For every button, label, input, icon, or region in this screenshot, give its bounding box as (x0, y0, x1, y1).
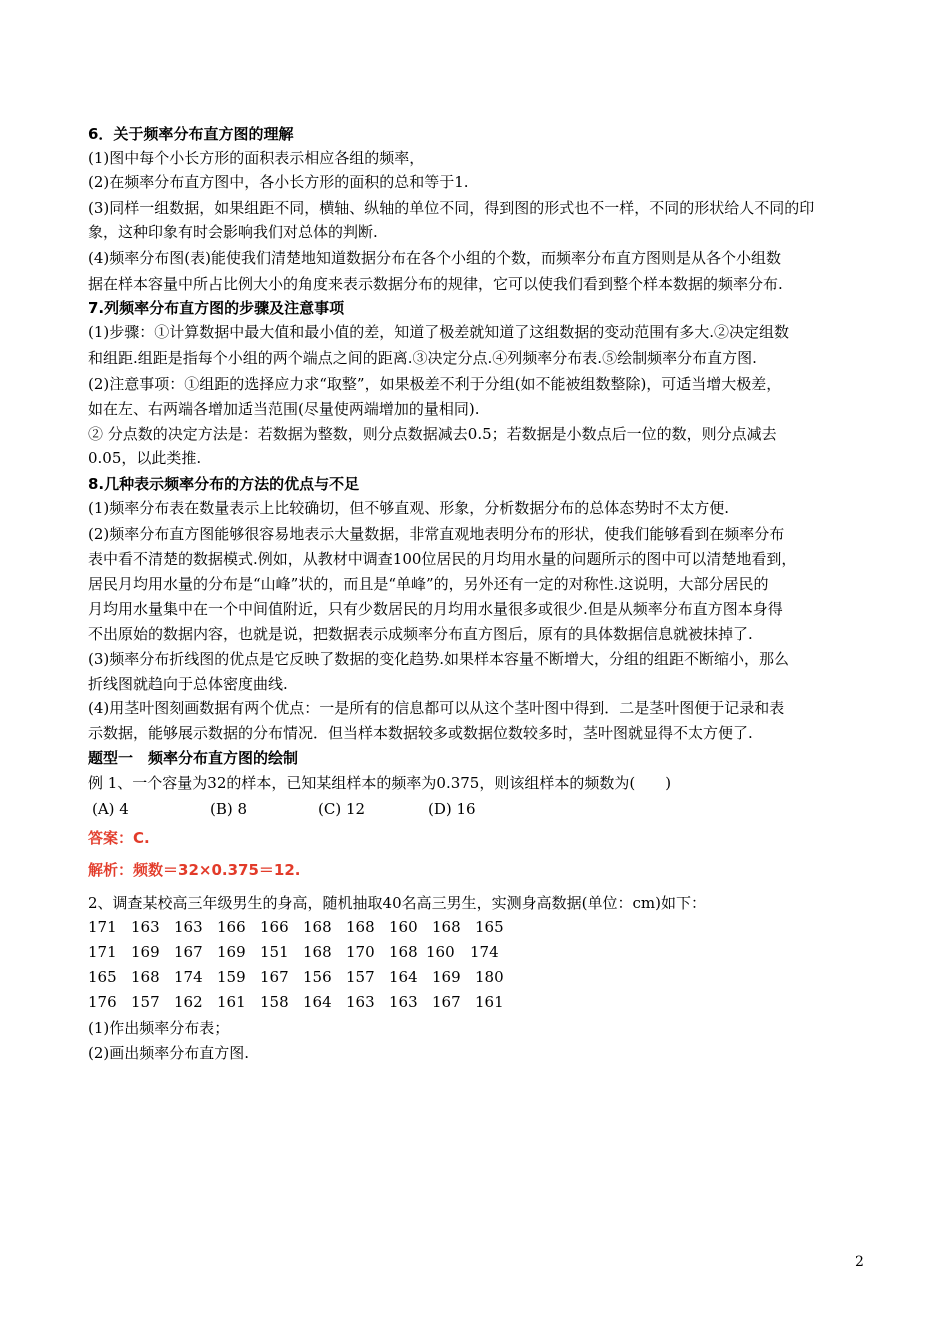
s7-line-6: 0.05，以此类推. (88, 449, 202, 467)
height-value: 176 (88, 993, 117, 1011)
height-value: 157 (131, 993, 160, 1011)
height-value: 169 (131, 943, 160, 961)
s8-line-6: 不出原始的数据内容，也就是说，把数据表示成频率分布直方图后，原有的具体数据信息就被抹掉了. (88, 625, 753, 643)
example-2: 2、调查某校高三年级男生的身高，随机抽取40名高三男生，实测身高数据(单位：cm)如下： (88, 894, 706, 912)
s6-line-3: (3)同样一组数据，如果组距不同，横轴、纵轴的单位不同，得到图的形式也不一样，不同的形状给人不同的印 (88, 199, 815, 217)
section-8-title: 8.几种表示频率分布的方法的优点与不足 (88, 475, 360, 493)
height-value: 157 (346, 968, 375, 986)
height-value: 164 (303, 993, 332, 1011)
height-value: 161 (475, 993, 504, 1011)
s8-line-8: 折线图就趋向于总体密度曲线. (88, 675, 288, 693)
option-d: (D) 16 (428, 800, 476, 818)
s8-line-1: (1)频率分布表在数量表示上比较确切，但不够直观、形象，分析数据分布的总体态势时不太方便. (88, 499, 730, 517)
option-b: (B) 8 (210, 800, 248, 818)
s6-line-4: 象，这种印象有时会影响我们对总体的判断. (88, 223, 378, 241)
s8-line-2: (2)频率分布直方图能够很容易地表示大量数据，非常直观地表明分布的形状，使我们能够看到在频率分布 (88, 525, 785, 543)
height-value: 167 (260, 968, 289, 986)
s6-line-6: 据在样本容量中所占比例大小的角度来表示数据分布的规律，它可以使我们看到整个样本数据的频率分布. (88, 275, 783, 293)
s8-line-10: 示数据，能够展示数据的分布情况．但当样本数据较多或数据位数较多时，茎叶图就显得不太方便了. (88, 724, 753, 742)
height-value: 168 (389, 943, 418, 961)
height-value: 163 (174, 918, 203, 936)
height-value: 158 (260, 993, 289, 1011)
s8-line-4: 居民月均用水量的分布是“山峰”状的，而且是“单峰”的，另外还有一定的对称性.这说明，大部分居民的 (88, 575, 769, 593)
section-6-title: 6．关于频率分布直方图的理解 (88, 125, 294, 143)
height-value: 164 (389, 968, 418, 986)
height-value: 159 (217, 968, 246, 986)
s7-line-4: 如在左、右两端各增加适当范围(尽量使两端增加的量相同). (88, 400, 480, 418)
s7-line-3: (2)注意事项：①组距的选择应力求“取整”，如果极差不利于分组(如不能被组数整除)，可适当增大极差， (88, 375, 782, 393)
height-value: 166 (260, 918, 289, 936)
height-value: 168 (303, 918, 332, 936)
height-value: 170 (346, 943, 375, 961)
height-value: 165 (88, 968, 117, 986)
height-value: 168 (303, 943, 332, 961)
height-value: 163 (389, 993, 418, 1011)
height-value: 171 (88, 943, 117, 961)
s8-line-3: 表中看不清楚的数据模式.例如，从教材中调查100位居民的月均用水量的问题所示的图中可以清楚地看到， (88, 550, 797, 568)
height-value: 174 (174, 968, 203, 986)
height-value: 163 (131, 918, 160, 936)
option-a: (A) 4 (92, 800, 129, 818)
s7-line-5: ② 分点数的决定方法是：若数据为整数，则分点数据减去0.5；若数据是小数点后一位的数，则分点减去 (88, 425, 777, 443)
height-value: 165 (475, 918, 504, 936)
option-c: (C) 12 (318, 800, 366, 818)
section-7-title: 7.列频率分布直方图的步骤及注意事项 (88, 299, 345, 317)
s8-line-5: 月均用水量集中在一个中间值附近，只有少数居民的月均用水量很多或很少.但是从频率分布直方图本身得 (88, 600, 783, 618)
height-value: 160 (389, 918, 418, 936)
height-value: 171 (88, 918, 117, 936)
s7-line-1: (1)步骤：①计算数据中最大值和最小值的差，知道了极差就知道了这组数据的变动范围有多大.②决定组数 (88, 323, 790, 341)
height-value: 167 (174, 943, 203, 961)
s6-line-2: (2)在频率分布直方图中，各小长方形的面积的总和等于1. (88, 173, 469, 191)
s8-line-9: (4)用茎叶图刻画数据有两个优点：一是所有的信息都可以从这个茎叶图中得到．二是茎叶图便于记录和表 (88, 699, 785, 717)
example-1: 例 1、一个容量为32的样本，已知某组样本的频率为0.375，则该组样本的频数为( ) (88, 774, 672, 792)
height-value: 168 (346, 918, 375, 936)
height-value: 161 (217, 993, 246, 1011)
height-value: 166 (217, 918, 246, 936)
question-2: (2)画出频率分布直方图. (88, 1044, 250, 1062)
height-value: 168 (131, 968, 160, 986)
height-value: 168 (432, 918, 461, 936)
height-value: 160 (426, 943, 455, 961)
height-value: 163 (346, 993, 375, 1011)
height-value: 174 (470, 943, 499, 961)
page-number: 2 (855, 1254, 864, 1270)
height-value: 167 (432, 993, 461, 1011)
s7-line-2: 和组距.组距是指每个小组的两个端点之间的距离.③决定分点.④列频率分布表.⑤绘制频率分布直方图. (88, 349, 757, 367)
height-value: 169 (217, 943, 246, 961)
s8-line-7: (3)频率分布折线图的优点是它反映了数据的变化趋势.如果样本容量不断增大，分组的组距不断缩小，那么 (88, 650, 790, 668)
height-value: 151 (260, 943, 289, 961)
s6-line-1: (1)图中每个小长方形的面积表示相应各组的频率， (88, 149, 425, 167)
topic-1-title: 题型一 频率分布直方图的绘制 (88, 749, 299, 767)
height-value: 169 (432, 968, 461, 986)
height-value: 156 (303, 968, 332, 986)
question-1: (1)作出频率分布表； (88, 1019, 230, 1037)
height-value: 180 (475, 968, 504, 986)
s6-line-5: (4)频率分布图(表)能使我们清楚地知道数据分布在各个小组的个数，而频率分布直方图则是从各个小组数 (88, 249, 781, 267)
answer: 答案：C. (88, 829, 150, 847)
height-value: 162 (174, 993, 203, 1011)
analysis: 解析：频数＝32×0.375＝12. (88, 861, 301, 879)
